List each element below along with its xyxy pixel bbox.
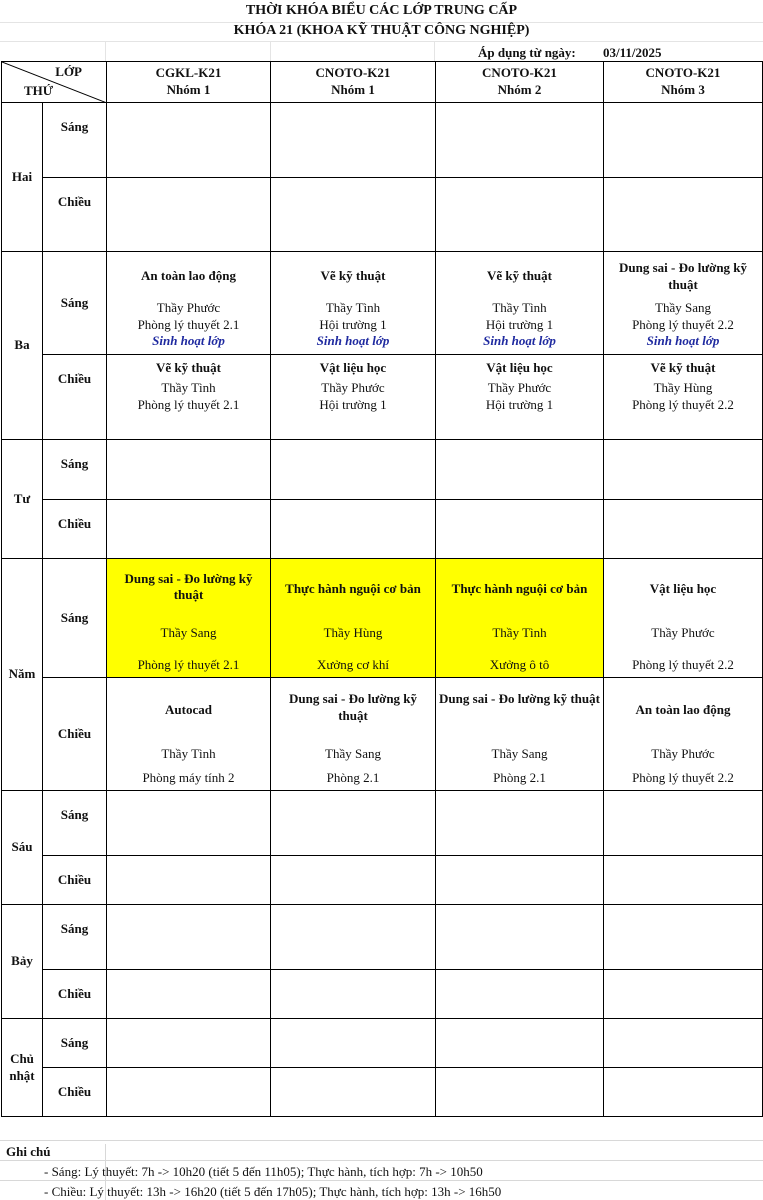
day-cell: Sáu [2, 791, 43, 905]
teacher: Thầy Tình [325, 299, 381, 315]
room: Hội trường 1 [319, 396, 387, 412]
schedule-cell [436, 856, 604, 905]
corner-cell [2, 62, 107, 103]
schedule-cell [604, 559, 763, 678]
schedule-cell [271, 678, 436, 791]
subject: An toàn lao động [635, 702, 731, 717]
teacher: Thầy Phước [321, 380, 385, 395]
teacher: Thầy Tình [492, 299, 547, 315]
day-label: THỨ [24, 83, 54, 99]
day-row-bay-sang [2, 905, 763, 970]
activity-link: Sinh hoạt lớp [152, 333, 225, 349]
day-cell: Năm [2, 559, 43, 791]
subject: Vẽ kỹ thuật [155, 360, 221, 375]
teacher: Thầy Phước [487, 380, 552, 395]
schedule-cell [436, 178, 604, 252]
schedule-cell [107, 678, 271, 791]
class-header [604, 62, 763, 103]
day-row-hai-sang [2, 103, 763, 178]
session-afternoon: Chiều [43, 856, 107, 905]
room: Phòng lý thuyết 2.2 [632, 656, 734, 672]
schedule-cell [107, 905, 271, 970]
day-row-cn-sang [2, 1019, 763, 1068]
schedule-cell [604, 252, 763, 355]
teacher: Thầy Sang [325, 746, 381, 761]
session-morning: Sáng [43, 103, 107, 178]
schedule-cell [604, 678, 763, 791]
schedule-cell [436, 252, 604, 355]
room: Phòng lý thuyết 2.1 [137, 656, 240, 672]
applied-label: Áp dụng từ ngày: [478, 45, 576, 60]
schedule-cell [604, 355, 763, 440]
schedule-cell [107, 500, 271, 559]
subject: Thực hành nguội cơ bản [451, 580, 588, 596]
schedule-cell [271, 856, 436, 905]
teacher: Thầy Phước [651, 746, 715, 761]
schedule-cell [604, 1068, 763, 1117]
subject: Vật liệu học [486, 360, 553, 375]
teacher: Thầy Sang [160, 624, 217, 640]
schedule-cell-highlighted [271, 559, 436, 678]
room: Phòng 2.1 [326, 770, 380, 785]
subject: Dung sai - Đo lường kỹ thuật [288, 691, 418, 723]
class-header [436, 62, 604, 103]
schedule-cell [436, 905, 604, 970]
schedule-cell [604, 178, 763, 252]
room: Hội trường 1 [319, 316, 387, 332]
schedule-cell [604, 970, 763, 1019]
day-cell: Bảy [2, 905, 43, 1019]
schedule-cell [436, 1068, 604, 1117]
activity-link: Sinh hoạt lớp [483, 333, 556, 349]
session-afternoon: Chiều [43, 970, 107, 1019]
subject: An toàn lao động [141, 267, 236, 283]
schedule-cell [107, 1019, 271, 1068]
day-row-ba-chieu [2, 355, 763, 440]
session-morning: Sáng [43, 1019, 107, 1068]
session-afternoon: Chiều [43, 178, 107, 252]
subject: Autocad [165, 702, 212, 717]
teacher: Thầy Phước [651, 624, 715, 640]
day-cell: Hai [2, 103, 43, 252]
subject: Vật liệu học [649, 580, 717, 596]
schedule-cell [271, 252, 436, 355]
timetable [1, 61, 763, 1117]
schedule-cell [271, 178, 436, 252]
subject: Thực hành nguội cơ bản [285, 580, 421, 596]
subject: Vẽ kỹ thuật [650, 360, 716, 375]
day-row-tu-chieu [2, 500, 763, 559]
schedule-cell [271, 791, 436, 856]
schedule-cell [107, 791, 271, 856]
schedule-cell [271, 1068, 436, 1117]
class-code: CGKL-K21 [155, 65, 222, 81]
schedule-cell [107, 178, 271, 252]
class-group: Nhóm 3 [661, 82, 705, 97]
day-cell: Tư [2, 440, 43, 559]
room: Phòng lý thuyết 2.1 [137, 316, 240, 332]
room: Phòng lý thuyết 2.1 [137, 396, 240, 412]
class-code: CNOTO-K21 [315, 65, 391, 81]
schedule-cell [271, 1019, 436, 1068]
teacher: Thầy Tình [492, 624, 547, 640]
schedule-cell [107, 856, 271, 905]
title-line-1: THỜI KHÓA BIỂU CÁC LỚP TRUNG CẤP [245, 3, 518, 18]
schedule-cell-highlighted [107, 559, 271, 678]
schedule-cell [436, 970, 604, 1019]
notes-title: Ghi chú [6, 1144, 51, 1159]
day-row-nam-chieu [2, 678, 763, 791]
class-header [107, 62, 271, 103]
schedule-cell [271, 355, 436, 440]
session-morning: Sáng [43, 791, 107, 856]
schedule-cell [271, 970, 436, 1019]
day-cell: Chủ nhật [2, 1019, 43, 1117]
schedule-cell [271, 905, 436, 970]
title-line-2: KHÓA 21 (KHOA KỸ THUẬT CÔNG NGHIỆP) [233, 23, 530, 38]
schedule-cell [604, 440, 763, 500]
activity-link: Sinh hoạt lớp [316, 333, 390, 349]
session-afternoon: Chiều [43, 355, 107, 440]
subject: Vẽ kỹ thuật [486, 267, 552, 283]
schedule-cell [107, 1068, 271, 1117]
schedule-cell [107, 355, 271, 440]
room: Hội trường 1 [485, 316, 554, 332]
room: Xưởng ô tô [489, 656, 550, 672]
class-group: Nhóm 1 [166, 82, 211, 97]
subject: Vật liệu học [319, 360, 387, 375]
schedule-cell [107, 252, 271, 355]
schedule-cell [436, 678, 604, 791]
day-row-bay-chieu [2, 970, 763, 1019]
class-header-row [2, 62, 763, 103]
teacher: Thầy Phước [156, 299, 221, 315]
subject: Vẽ kỹ thuật [320, 267, 386, 283]
teacher: Thầy Sang [491, 746, 548, 761]
notes-line-morning: - Sáng: Lý thuyết: 7h -> 10h20 (tiết 5 đến 11h05); Thực hành, tích hợp: 7h -> 10h50 [44, 1164, 483, 1179]
schedule-cell [107, 970, 271, 1019]
subject: Dung sai - Đo lường kỹ thuật [618, 259, 748, 292]
day-row-ba-sang [2, 252, 763, 355]
schedule-cell [271, 500, 436, 559]
schedule-cell [604, 856, 763, 905]
subject: Dung sai - Đo lường kỹ thuật [124, 570, 253, 603]
class-code: CNOTO-K21 [482, 65, 557, 81]
session-morning: Sáng [43, 905, 107, 970]
room: Phòng máy tính 2 [142, 770, 235, 785]
class-group: Nhóm 1 [331, 82, 375, 97]
room: Phòng 2.1 [493, 770, 546, 785]
schedule-cell-highlighted [436, 559, 604, 678]
day-row-sau-sang [2, 791, 763, 856]
schedule-cell [604, 500, 763, 559]
schedule-cell [271, 103, 436, 178]
day-row-nam-sang [2, 559, 763, 678]
teacher: Thầy Tình [161, 380, 216, 395]
room: Phòng lý thuyết 2.2 [632, 316, 734, 332]
room: Hội trường 1 [485, 396, 554, 412]
schedule-cell [271, 440, 436, 500]
class-header [271, 62, 436, 103]
session-morning: Sáng [43, 559, 107, 678]
applied-date-row [478, 45, 662, 61]
schedule-cell [604, 905, 763, 970]
session-afternoon: Chiều [43, 1068, 107, 1117]
notes [6, 1144, 501, 1200]
schedule-cell [436, 500, 604, 559]
class-group: Nhóm 2 [497, 82, 542, 97]
schedule-cell [436, 103, 604, 178]
notes-line-afternoon: - Chiều: Lý thuyết: 13h -> 16h20 (tiết 5 đến 17h05); Thực hành, tích hợp: 13h -> 16h50 [44, 1184, 502, 1199]
schedule-cell [436, 1019, 604, 1068]
session-afternoon: Chiều [43, 678, 107, 791]
subject: Dung sai - Đo lường kỹ thuật [439, 691, 600, 706]
teacher: Thầy Sang [655, 299, 711, 315]
session-morning: Sáng [43, 252, 107, 355]
day-cell: Ba [2, 252, 43, 440]
schedule-cell [436, 440, 604, 500]
class-label: LỚP [55, 64, 82, 79]
schedule-cell [604, 103, 763, 178]
activity-link: Sinh hoạt lớp [646, 333, 720, 349]
schedule-cell [107, 103, 271, 178]
teacher: Thầy Tình [161, 746, 216, 761]
schedule-cell [604, 791, 763, 856]
class-code: CNOTO-K21 [645, 65, 721, 81]
room: Phòng lý thuyết 2.2 [632, 396, 734, 412]
day-row-sau-chieu [2, 856, 763, 905]
session-afternoon: Chiều [43, 500, 107, 559]
teacher: Thầy Hùng [653, 380, 713, 395]
schedule-cell [436, 791, 604, 856]
room: Phòng lý thuyết 2.2 [632, 770, 734, 785]
session-morning: Sáng [43, 440, 107, 500]
day-row-cn-chieu [2, 1068, 763, 1117]
applied-date: 03/11/2025 [603, 45, 662, 60]
teacher: Thầy Hùng [323, 624, 383, 640]
day-row-tu-sang [2, 440, 763, 500]
schedule-cell [107, 440, 271, 500]
day-row-hai-chieu [2, 178, 763, 252]
room: Xưởng cơ khí [316, 656, 390, 672]
schedule-cell [436, 355, 604, 440]
schedule-cell [604, 1019, 763, 1068]
